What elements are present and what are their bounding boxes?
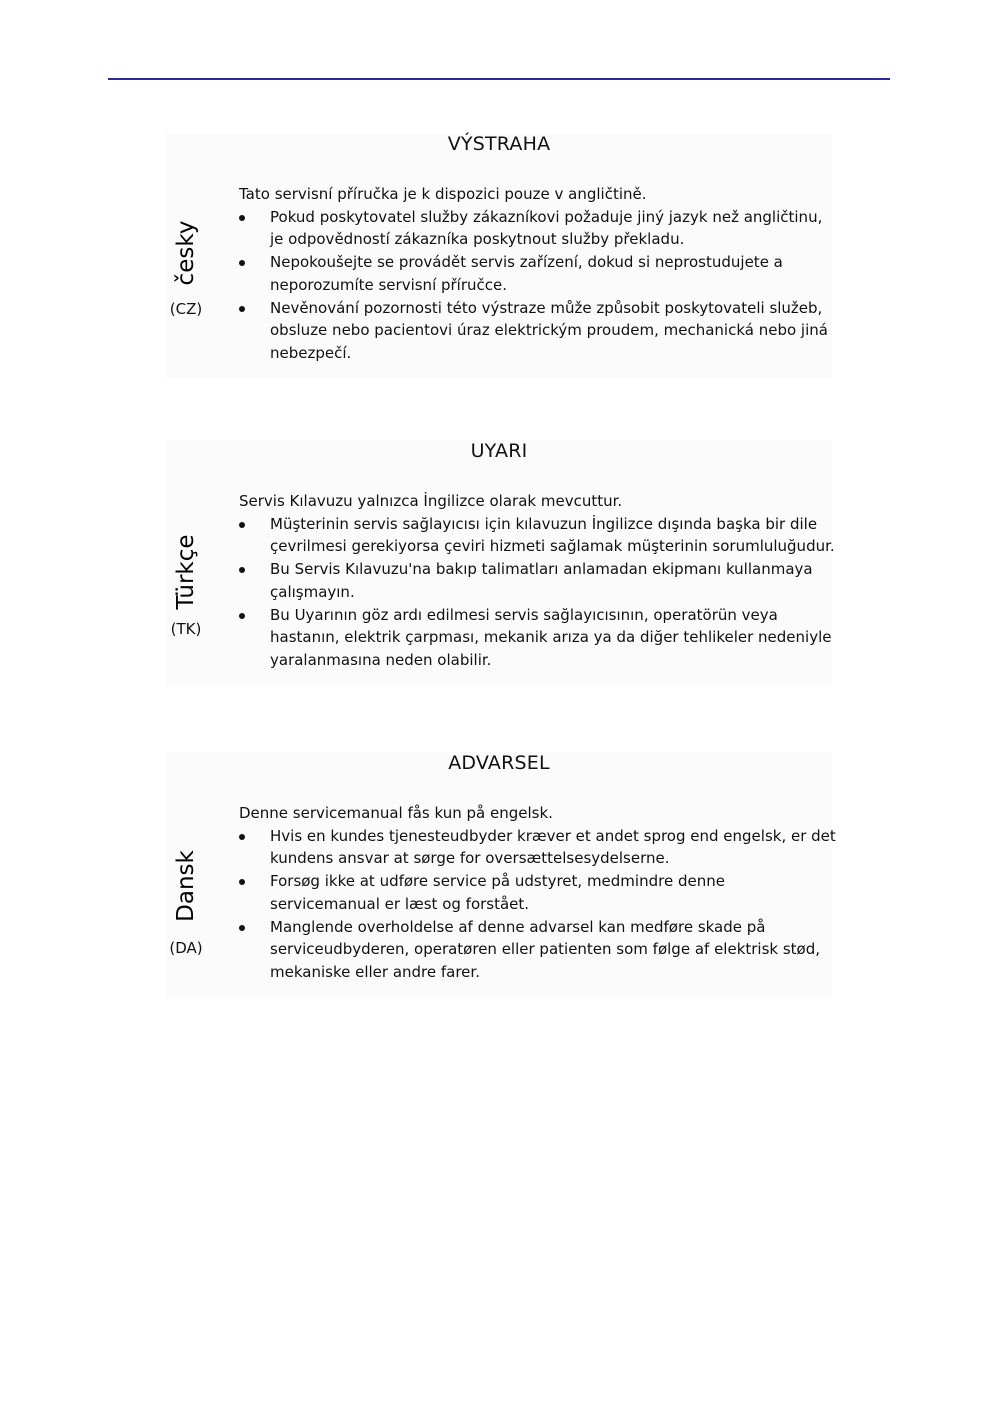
list-item-text: Nevěnování pozornosti této výstraze může způsobit poskytovateli služeb, obsluze nebo pacientovi úraz elektrickým proudem, mechanická nebo jiná nebezpečí. xyxy=(270,298,828,362)
list-item-text: Pokud poskytovatel služby zákazníkovi požaduje jiný jazyk než angličtinu, je odpovědností zákazníka poskytnout služby překladu. xyxy=(270,207,823,249)
list-item xyxy=(239,825,839,870)
bullet-icon xyxy=(239,834,245,840)
bullet-icon xyxy=(239,215,245,221)
section-body xyxy=(239,183,839,365)
list-item-text: Bu Servis Kılavuzu'na bakıp talimatları anlamadan ekipmanı kullanmaya çalışmayın. xyxy=(270,560,813,601)
section-title: VÝSTRAHA xyxy=(447,133,551,155)
language-name: česky xyxy=(173,220,199,286)
language-name: Dansk xyxy=(173,850,199,922)
list-item-text: Forsøg ikke at udføre service på udstyret, medmindre denne servicemanual er læst og forstået. xyxy=(270,872,725,913)
list-item xyxy=(239,604,839,672)
language-code: (CZ) xyxy=(169,300,203,318)
list-item xyxy=(239,870,839,915)
list-item xyxy=(239,916,839,984)
bullet-icon xyxy=(239,567,245,573)
intro-text: Servis Kılavuzu yalnızca İngilizce olarak mevcuttur. xyxy=(239,492,623,510)
list-item xyxy=(239,513,839,558)
bullet-list xyxy=(239,825,839,984)
list-item-text: Bu Uyarının göz ardı edilmesi servis sağlayıcısının, operatörün veya hastanın, elektrik çarpması, mekanik arıza ya da diğer tehlikeler nedeniyle yaralanmasına neden olabilir. xyxy=(270,605,832,669)
bullet-list xyxy=(239,206,839,365)
list-item xyxy=(239,206,839,251)
section-body xyxy=(239,802,839,984)
language-label xyxy=(166,133,206,378)
bullet-icon xyxy=(239,613,245,619)
bullet-list xyxy=(239,513,839,672)
list-item xyxy=(239,558,839,603)
bullet-icon xyxy=(239,925,245,931)
section-body xyxy=(239,490,839,672)
bullet-icon xyxy=(239,522,245,528)
list-item-text: Nepokoušejte se provádět servis zařízení, dokud si neprostudujete a neporozumíte servisní příručce. xyxy=(270,253,783,294)
section-title: UYARI xyxy=(470,440,528,462)
language-name: Türkçe xyxy=(173,534,199,610)
bullet-icon xyxy=(239,260,245,266)
language-label xyxy=(166,440,206,685)
warning-section-da xyxy=(166,752,836,997)
language-code: (TK) xyxy=(170,620,202,638)
header-rule xyxy=(108,78,890,80)
language-label xyxy=(166,752,206,997)
bullet-icon xyxy=(239,879,245,885)
warning-section-cz xyxy=(166,133,832,378)
intro-text: Denne servicemanual fås kun på engelsk. xyxy=(239,804,553,822)
warning-section-tk xyxy=(166,440,835,685)
list-item-text: Manglende overholdelse af denne advarsel kan medføre skade på serviceudbyderen, operatøren eller patienten som følge af elektrisk stød, mekaniske eller andre farer. xyxy=(270,917,821,981)
list-item-text: Hvis en kundes tjenesteudbyder kræver et andet sprog end engelsk, er det kundens ansvar at sørge for oversættelsesydelserne. xyxy=(270,826,836,868)
intro-text: Tato servisní příručka je k dispozici pouze v angličtině. xyxy=(239,185,647,203)
list-item xyxy=(239,251,839,296)
list-item-text: Müşterinin servis sağlayıcısı için kılavuzun İngilizce dışında başka bir dile çevrilmesi gerekiyorsa çeviri hizmeti sağlamak müşterinin sorumluluğudur. xyxy=(270,514,835,556)
language-code: (DA) xyxy=(169,939,203,957)
list-item xyxy=(239,297,839,365)
section-title: ADVARSEL xyxy=(448,752,550,774)
bullet-icon xyxy=(239,306,245,312)
